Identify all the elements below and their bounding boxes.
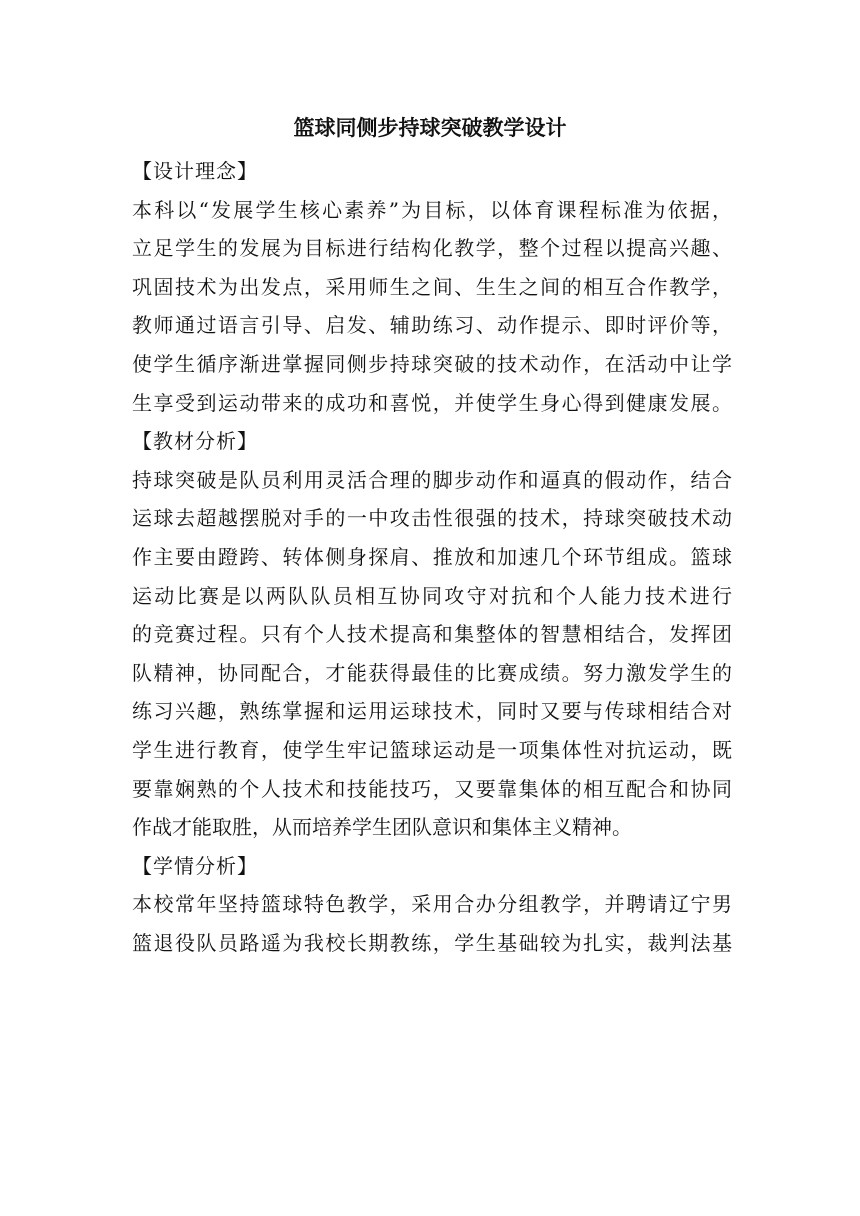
section-heading: 【教材分析】 bbox=[132, 429, 258, 454]
section-heading: 【设计理念】 bbox=[132, 159, 258, 183]
paragraph-line: 运球去超越摆脱对手的一中攻击性很强的技术，持球突破技术动 bbox=[132, 506, 732, 531]
paragraph-line: 运动比赛是以两队队员相互协同攻守对抗和个人能力技术进行 bbox=[132, 583, 732, 608]
section-student-analysis bbox=[132, 847, 732, 963]
paragraph-line: 使学生循序渐进掌握同侧步持球突破的技术动作，在活动中让学 bbox=[132, 351, 732, 376]
section-design-concept bbox=[132, 152, 732, 422]
paragraph-line: 本校常年坚持篮球特色教学，采用合办分组教学，并聘请辽宁男 bbox=[132, 892, 732, 917]
paragraph-line: 本科以“发展学生核心素养”为目标，以体育课程标准为依据， bbox=[132, 197, 732, 222]
paragraph-line: 的竞赛过程。只有个人技术提高和集整体的智慧相结合，发挥团 bbox=[132, 622, 732, 647]
section-material-analysis bbox=[132, 422, 732, 847]
section-heading: 【学情分析】 bbox=[132, 853, 258, 878]
paragraph-line: 作战才能取胜，从而培养学生团队意识和集体主义精神。 bbox=[132, 815, 632, 840]
section-paragraph bbox=[132, 191, 732, 423]
paragraph-line: 巩固技术为出发点，采用师生之间、生生之间的相互合作教学， bbox=[132, 274, 732, 299]
paragraph-line: 篮退役队员路遥为我校长期教练，学生基础较为扎实，裁判法基 bbox=[132, 930, 732, 955]
paragraph-line: 要靠娴熟的个人技术和技能技巧，又要靠集体的相互配合和协同 bbox=[132, 776, 732, 801]
document-body bbox=[132, 152, 732, 962]
paragraph-line: 持球突破是队员利用灵活合理的脚步动作和逼真的假动作，结合 bbox=[132, 467, 732, 492]
paragraph-line: 作主要由蹬跨、转体侧身探肩、推放和加速几个环节组成。篮球 bbox=[132, 544, 732, 569]
paragraph-line: 立足学生的发展为目标进行结构化教学，整个过程以提高兴趣、 bbox=[132, 236, 732, 261]
section-paragraph bbox=[132, 461, 732, 847]
document-title: 篮球同侧步持球突破教学设计 bbox=[293, 115, 567, 140]
paragraph-line: 生享受到运动带来的成功和喜悦，并使学生身心得到健康发展。 bbox=[132, 390, 732, 415]
paragraph-line: 学生进行教育，使学生牢记篮球运动是一项集体性对抗运动，既 bbox=[132, 737, 732, 762]
paragraph-line: 练习兴趣，熟练掌握和运用运球技术，同时又要与传球相结合对 bbox=[132, 699, 732, 724]
paragraph-line: 教师通过语言引导、启发、辅助练习、动作提示、即时评价等， bbox=[132, 313, 732, 338]
paragraph-line: 队精神，协同配合，才能获得最佳的比赛成绩。努力激发学生的 bbox=[132, 660, 732, 685]
section-paragraph bbox=[132, 885, 732, 962]
